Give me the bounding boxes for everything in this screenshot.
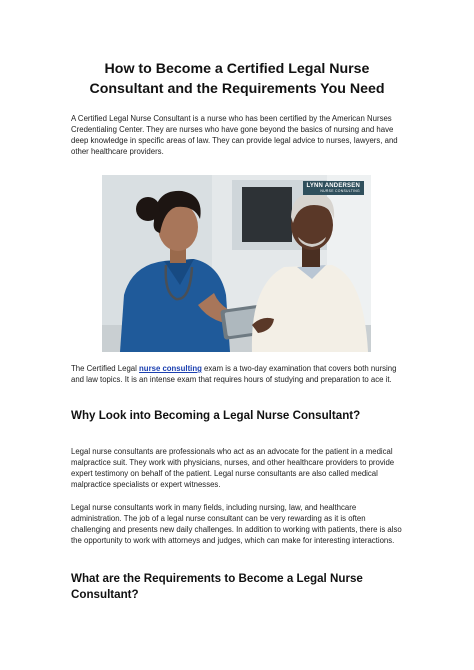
brand-logo [303, 181, 365, 195]
exam-text-after: exam is a two-day examination that covers both nursing and law topics. It is an intense exam that requires hours of studying and preparation to ace it. [71, 364, 397, 384]
section-heading-requirements: What are the Requirements to Become a Legal Nurse Consultant? [71, 572, 363, 601]
exam-paragraph [71, 364, 407, 386]
title-line-2: Consultant and the Requirements You Need [89, 81, 385, 97]
logo-text: LYNN ANDERSEN [306, 183, 360, 189]
exam-text-before: The Certified Legal [71, 364, 140, 373]
page-title [60, 59, 414, 99]
section1-paragraph-1: Legal nurse consultants are professionals who act as an advocate for the patient in a medical malpractice suit. They work with physicians, nurses, and other healthcare providers to provide expert testimony on behalf of the patient. Legal nurse consultants are also called medical malpractice specialists or expert witnesses. [71, 447, 395, 489]
title-line-1: How to Become a Certified Legal Nurse [104, 61, 370, 77]
section-heading-why: Why Look into Becoming a Legal Nurse Consultant? [71, 409, 361, 422]
logo-subtext: NURSE CONSULTING [320, 189, 360, 193]
nurse-with-patient-photo [102, 175, 371, 352]
section1-paragraph-2: Legal nurse consultants work in many fields, including nursing, law, and healthcare administration. The job of a legal nurse consultant can be very rewarding as it is often challenging and presents new daily challenges. In addition to working with patients, there is also the opportunity to work with attorneys and judges, which can make for interesting interactions. [71, 503, 402, 545]
photo-illustration [102, 175, 371, 352]
nurse-consulting-link[interactable]: nurse consulting [139, 364, 202, 373]
intro-paragraph: A Certified Legal Nurse Consultant is a nurse who has been certified by the American Nurses Credentialing Center. They are nurses who have gone beyond the basics of nursing and have deep knowledge in specific areas of law. They can provide legal advice to nurses, lawyers, and other healthcare providers. [71, 114, 398, 156]
